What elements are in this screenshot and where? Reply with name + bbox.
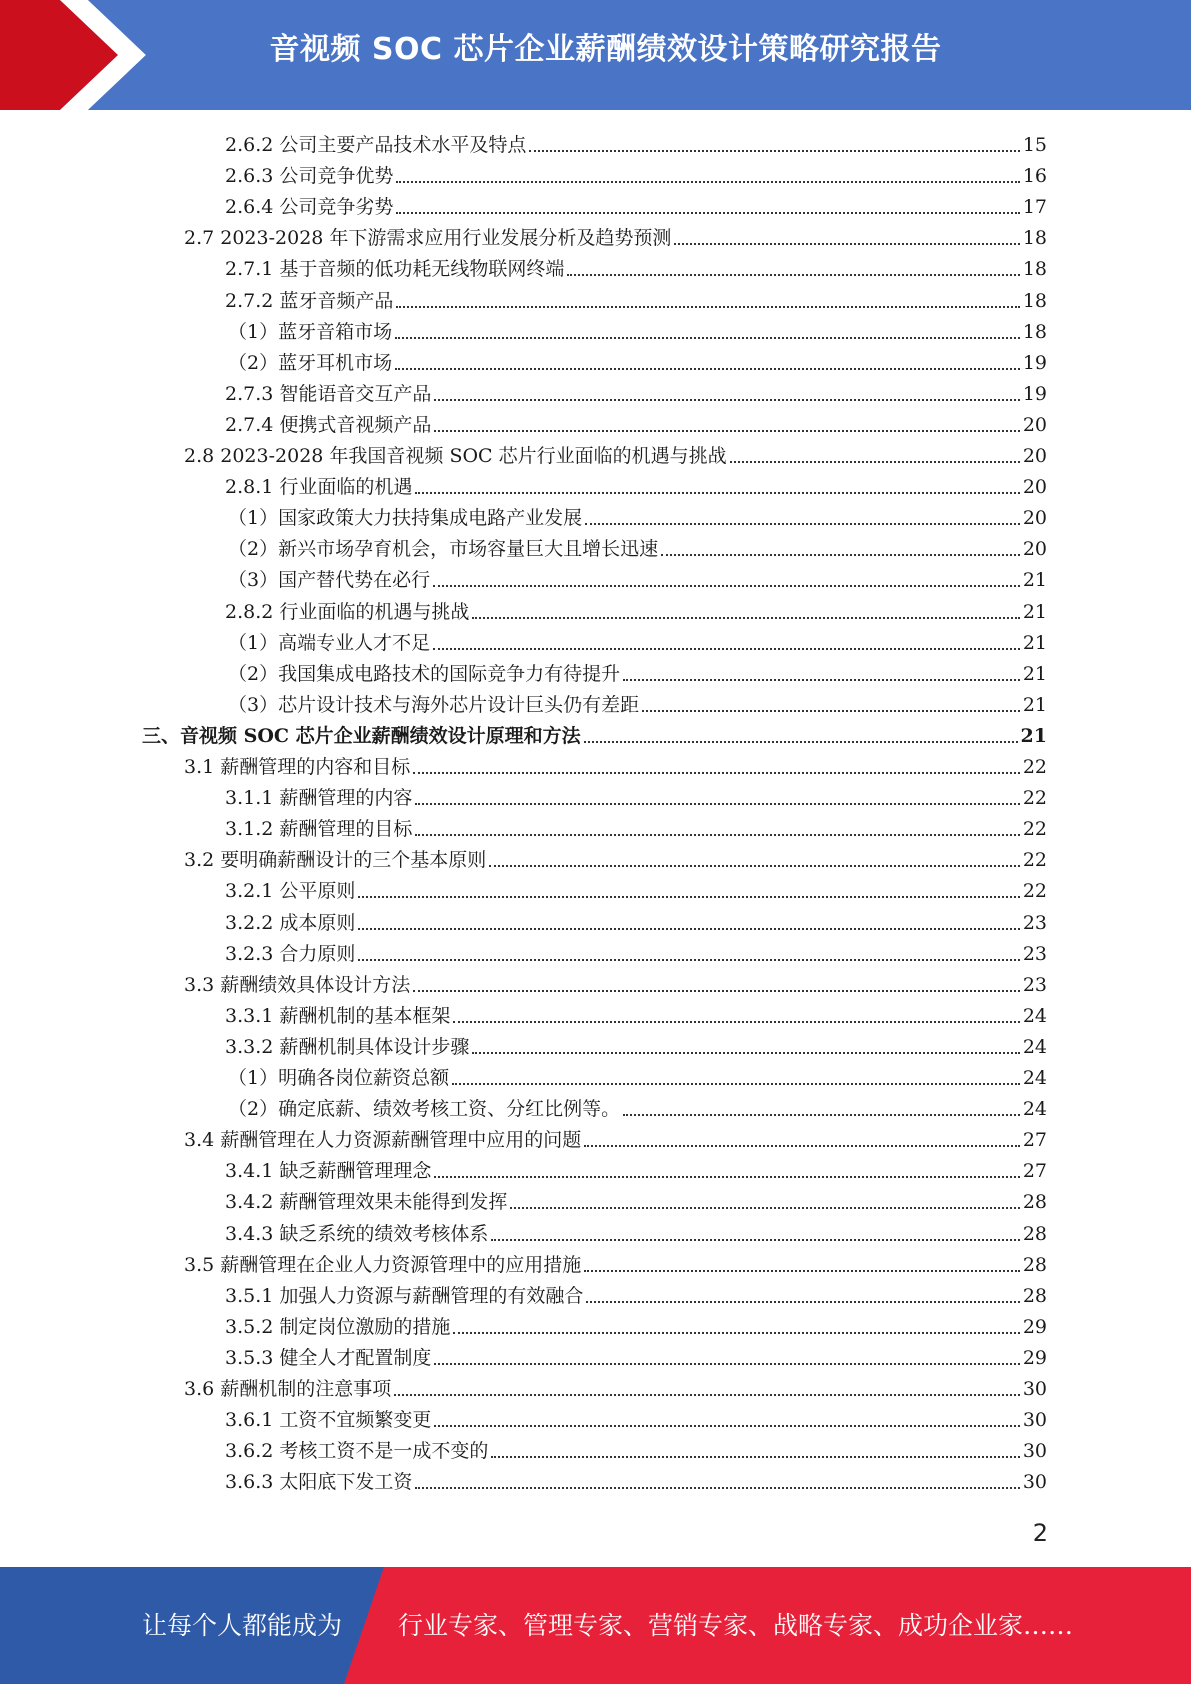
toc-entry[interactable] <box>225 1401 1047 1432</box>
toc-entry[interactable] <box>225 157 1047 188</box>
toc-entry-page: 21 <box>1022 693 1047 716</box>
toc-entry-page: 22 <box>1022 849 1047 872</box>
toc-entry[interactable] <box>225 1028 1047 1059</box>
toc-entry-page: 20 <box>1022 476 1047 499</box>
toc-leader-dots <box>358 959 1019 961</box>
toc-entry-title: 3.2.3 合力原则 <box>225 942 356 965</box>
toc-entry-page: 24 <box>1022 1035 1047 1058</box>
toc-entry-page: 24 <box>1022 1004 1047 1027</box>
toc-leader-dots <box>358 896 1019 898</box>
toc-entry-page: 21 <box>1020 724 1047 747</box>
toc-leader-dots <box>434 1363 1019 1365</box>
toc-leader-dots <box>396 212 1019 214</box>
toc-entry-page: 22 <box>1022 756 1047 778</box>
toc-entry[interactable] <box>225 1183 1047 1214</box>
toc-entry-title: 3.5.3 健全人才配置制度 <box>225 1346 432 1369</box>
toc-entry-title: 3.4.3 缺乏系统的绩效考核体系 <box>225 1222 489 1245</box>
toc-leader-dots <box>472 1052 1019 1054</box>
toc-leader-dots <box>584 741 1018 743</box>
toc-leader-dots <box>586 1301 1019 1303</box>
toc-entry-page: 28 <box>1022 1284 1047 1307</box>
toc-entry-title: （2）我国集成电路技术的国际竞争力有待提升 <box>228 662 621 685</box>
toc-entry-title: 2.7 2023-2028 年下游需求应用行业发展分析及趋势预测 <box>184 227 672 250</box>
page-footer <box>0 1567 1191 1684</box>
toc-leader-dots <box>395 368 1020 370</box>
toc-entry-title: （1）蓝牙音箱市场 <box>228 320 393 343</box>
toc-entry-page: 29 <box>1022 1315 1047 1338</box>
toc-entry-title: 2.7.2 蓝牙音频产品 <box>225 289 394 312</box>
toc-entry-title: 3.6 薪酬机制的注意事项 <box>184 1378 392 1400</box>
toc-leader-dots <box>584 1270 1020 1272</box>
toc-entry-title: （3）国产替代势在必行 <box>228 569 431 592</box>
toc-entry[interactable] <box>228 686 1047 717</box>
toc-entry-page: 21 <box>1022 569 1047 592</box>
toc-leader-dots <box>585 523 1020 525</box>
toc-entry-title: 2.6.4 公司竞争劣势 <box>225 196 394 219</box>
toc-entry[interactable] <box>225 997 1047 1028</box>
toc-leader-dots <box>396 181 1019 183</box>
toc-entry[interactable] <box>225 593 1047 624</box>
toc-entry-title: 3.6.2 考核工资不是一成不变的 <box>225 1440 489 1463</box>
toc-entry[interactable] <box>225 250 1047 281</box>
toc-leader-dots <box>358 928 1019 930</box>
toc-entry-title: 2.6.2 公司主要产品技术水平及特点 <box>225 134 527 156</box>
toc-entry-page: 20 <box>1022 413 1047 436</box>
toc-entry[interactable] <box>184 437 1047 468</box>
toc-entry[interactable] <box>225 1463 1047 1494</box>
toc-entry[interactable] <box>225 282 1047 313</box>
toc-entry[interactable] <box>184 1370 1047 1401</box>
toc-entry[interactable] <box>228 313 1047 344</box>
toc-entry[interactable] <box>225 904 1047 935</box>
toc-entry-page: 24 <box>1022 1098 1047 1121</box>
toc-leader-dots <box>489 865 1020 867</box>
toc-entry[interactable] <box>225 468 1047 499</box>
toc-entry[interactable] <box>225 406 1047 437</box>
toc-entry[interactable] <box>228 1090 1047 1121</box>
toc-entry-page: 19 <box>1022 382 1047 405</box>
toc-leader-dots <box>491 1456 1019 1458</box>
toc-entry[interactable] <box>225 188 1047 219</box>
toc-leader-dots <box>415 803 1019 805</box>
toc-entry-title: 3.2.1 公平原则 <box>225 880 356 903</box>
toc-entry-page: 21 <box>1022 600 1047 623</box>
toc-entry-page: 18 <box>1022 258 1047 281</box>
toc-entry[interactable] <box>184 219 1047 250</box>
toc-entry-title: （2）新兴市场孕育机会，市场容量巨大且增长迅速 <box>228 538 659 561</box>
toc-leader-dots <box>584 1145 1020 1147</box>
toc-entry-title: （1）明确各岗位薪资总额 <box>228 1067 450 1089</box>
toc-entry[interactable] <box>225 1339 1047 1370</box>
toc-entry[interactable] <box>225 1215 1047 1246</box>
toc-entry-title: 2.7.3 智能语音交互产品 <box>225 382 432 405</box>
toc-entry-page: 18 <box>1022 227 1047 250</box>
toc-entry-title: 2.8.1 行业面临的机遇 <box>225 476 413 499</box>
toc-entry-title: （2）蓝牙耳机市场 <box>228 351 393 374</box>
toc-entry-page: 28 <box>1022 1191 1047 1214</box>
toc-entry[interactable] <box>225 810 1047 841</box>
toc-entry-title: 3.3 薪酬绩效具体设计方法 <box>184 973 411 996</box>
toc-entry-page: 23 <box>1022 973 1047 996</box>
toc-leader-dots <box>434 1176 1019 1178</box>
toc-entry-page: 22 <box>1022 818 1047 841</box>
toc-entry-page: 24 <box>1022 1067 1047 1089</box>
toc-leader-dots <box>395 337 1020 339</box>
toc-leader-dots <box>415 492 1019 494</box>
toc-entry-page: 22 <box>1022 880 1047 903</box>
toc-entry-title: 2.7.4 便携式音视频产品 <box>225 413 432 436</box>
toc-leader-dots <box>453 1332 1019 1334</box>
toc-entry-title: 3.4 薪酬管理在人力资源薪酬管理中应用的问题 <box>184 1129 582 1152</box>
toc-entry-page: 30 <box>1022 1409 1047 1432</box>
toc-entry-title: 2.8.2 行业面临的机遇与挑战 <box>225 600 470 623</box>
toc-entry-page: 27 <box>1022 1129 1047 1152</box>
toc-entry-title: 3.3.2 薪酬机制具体设计步骤 <box>225 1035 470 1058</box>
toc-leader-dots <box>453 1021 1019 1023</box>
toc-entry-page: 30 <box>1022 1440 1047 1463</box>
toc-entry[interactable] <box>228 624 1047 655</box>
toc-entry-page: 23 <box>1022 911 1047 934</box>
toc-entry[interactable] <box>142 717 1047 748</box>
toc-entry[interactable] <box>225 935 1047 966</box>
toc-leader-dots <box>661 554 1020 556</box>
toc-leader-dots <box>730 461 1020 463</box>
toc-entry-title: （1）国家政策大力扶持集成电路产业发展 <box>228 507 583 530</box>
toc-leader-dots <box>394 1394 1020 1396</box>
toc-entry-page: 17 <box>1022 196 1047 219</box>
footer-slogan-right: 行业专家、管理专家、营销专家、战略专家、成功企业家…… <box>398 1611 1074 1640</box>
toc-leader-dots <box>529 150 1019 152</box>
toc-entry-page: 30 <box>1022 1471 1047 1494</box>
toc-leader-dots <box>472 617 1019 619</box>
toc-entry[interactable] <box>184 748 1047 779</box>
toc-entry-page: 30 <box>1022 1378 1047 1400</box>
toc-entry-title: 3.5.2 制定岗位激励的措施 <box>225 1315 451 1338</box>
page-header <box>0 0 1191 110</box>
toc-entry[interactable] <box>225 375 1047 406</box>
toc-entry-page: 23 <box>1022 942 1047 965</box>
toc-entry-title: 三、音视频 SOC 芯片企业薪酬绩效设计原理和方法 <box>142 724 581 747</box>
toc-entry[interactable] <box>228 655 1047 686</box>
toc-entry-title: 2.7.1 基于音频的低功耗无线物联网终端 <box>225 258 565 281</box>
toc-entry-page: 21 <box>1022 662 1047 685</box>
toc-entry-page: 18 <box>1022 289 1047 312</box>
toc-entry-page: 19 <box>1022 351 1047 374</box>
toc-entry-title: 3.6.1 工资不宜频繁变更 <box>225 1409 432 1432</box>
toc-entry[interactable] <box>228 561 1047 592</box>
toc-leader-dots <box>434 430 1019 432</box>
toc-leader-dots <box>413 990 1020 992</box>
toc-entry-title: 3.1.2 薪酬管理的目标 <box>225 818 413 841</box>
toc-entry-title: 3.1 薪酬管理的内容和目标 <box>184 756 411 778</box>
toc-entry-title: （1）高端专业人才不足 <box>228 631 431 654</box>
toc-entry-page: 27 <box>1022 1160 1047 1183</box>
toc-entry[interactable] <box>184 841 1047 872</box>
toc-leader-dots <box>642 710 1020 712</box>
toc-leader-dots <box>434 1425 1019 1427</box>
toc-entry-title: （2）确定底薪、绩效考核工资、分红比例等。 <box>228 1098 621 1121</box>
toc-leader-dots <box>567 274 1019 276</box>
toc-leader-dots <box>434 399 1019 401</box>
toc-leader-dots <box>623 679 1020 681</box>
toc-entry-page: 16 <box>1022 165 1047 188</box>
toc-entry[interactable] <box>225 872 1047 903</box>
toc-entry-page: 20 <box>1022 507 1047 530</box>
toc-leader-dots <box>491 1239 1019 1241</box>
toc-entry-title: 3.2 要明确薪酬设计的三个基本原则 <box>184 849 487 872</box>
toc-leader-dots <box>510 1207 1019 1209</box>
toc-entry[interactable] <box>184 966 1047 997</box>
toc-entry-title: 3.2.2 成本原则 <box>225 911 356 934</box>
toc-entry-page: 21 <box>1022 631 1047 654</box>
toc-entry-page: 29 <box>1022 1346 1047 1369</box>
toc-entry-title: 3.4.1 缺乏薪酬管理理念 <box>225 1160 432 1183</box>
toc-entry-page: 22 <box>1022 787 1047 810</box>
toc-leader-dots <box>415 834 1019 836</box>
toc-leader-dots <box>452 1083 1020 1085</box>
footer-slogan-left: 让每个人都能成为 <box>142 1611 343 1640</box>
toc-entry-title: 3.3.1 薪酬机制的基本框架 <box>225 1004 451 1027</box>
toc-entry[interactable] <box>184 1121 1047 1152</box>
toc-entry-page: 20 <box>1022 538 1047 561</box>
toc-entry-title: 3.5 薪酬管理在企业人力资源管理中的应用措施 <box>184 1253 582 1276</box>
toc-leader-dots <box>396 306 1019 308</box>
toc-entry[interactable] <box>184 1246 1047 1277</box>
toc-entry[interactable] <box>228 1059 1047 1090</box>
page-number: 2 <box>1032 1519 1048 1547</box>
toc-entry[interactable] <box>228 499 1047 530</box>
toc-entry-page: 20 <box>1022 445 1047 467</box>
toc-entry-title: 2.6.3 公司竞争优势 <box>225 165 394 188</box>
toc-entry-page: 28 <box>1022 1222 1047 1245</box>
toc-entry[interactable] <box>225 1277 1047 1308</box>
toc-leader-dots <box>433 585 1020 587</box>
report-title: 音视频 SOC 芯片企业薪酬绩效设计策略研究报告 <box>269 32 942 67</box>
toc-entry[interactable] <box>225 1308 1047 1339</box>
toc-entry-page: 15 <box>1022 134 1047 156</box>
toc-leader-dots <box>674 243 1019 245</box>
toc-leader-dots <box>415 1487 1019 1489</box>
toc-entry-title: 3.5.1 加强人力资源与薪酬管理的有效融合 <box>225 1284 584 1307</box>
toc-entry[interactable] <box>225 779 1047 810</box>
toc-leader-dots <box>413 772 1020 774</box>
toc-entry[interactable] <box>225 126 1047 157</box>
toc-entry-page: 28 <box>1022 1253 1047 1276</box>
toc-leader-dots <box>623 1114 1020 1116</box>
toc-entry-title: 3.6.3 太阳底下发工资 <box>225 1471 413 1494</box>
toc-entry-page: 18 <box>1022 320 1047 343</box>
toc-entry-title: 3.1.1 薪酬管理的内容 <box>225 787 413 810</box>
toc-leader-dots <box>433 648 1020 650</box>
toc-entry-title: （3）芯片设计技术与海外芯片设计巨头仍有差距 <box>228 693 640 716</box>
toc-entry[interactable] <box>228 344 1047 375</box>
toc-entry-title: 2.8 2023-2028 年我国音视频 SOC 芯片行业面临的机遇与挑战 <box>184 445 727 467</box>
toc-entry[interactable] <box>228 530 1047 561</box>
toc-entry[interactable] <box>225 1152 1047 1183</box>
toc-entry[interactable] <box>225 1432 1047 1463</box>
toc-entry-title: 3.4.2 薪酬管理效果未能得到发挥 <box>225 1191 508 1214</box>
